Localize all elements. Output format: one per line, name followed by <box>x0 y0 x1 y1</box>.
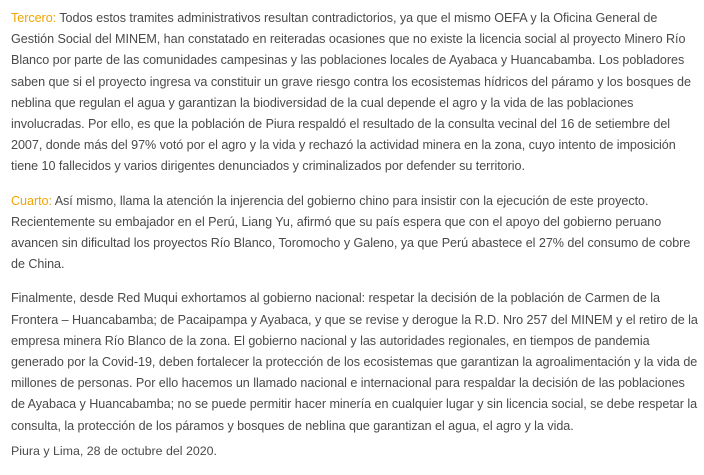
paragraph-lead-label: Tercero: <box>11 11 57 25</box>
paragraph-text: Todos estos tramites administrativos resultan contradictorios, ya que el mismo OEFA y la Oficina General de Gestión Social del MINEM, han constatado en reiteradas ocasiones que no existe la licencia social al proyecto Minero Río Blanco por parte de las comunidades campesinas y las poblaciones locales de Ayabaca y Huancabamba. Los pobladores saben que si el proyecto ingresa va constituir un grave riesgo contra los ecosistemas hídricos del páramo y los bosques de neblina que regulan el agua y garantizan la biodiversidad de la cual depende el agro y la vida de las poblaciones involucradas. Por ello, es que la población de Piura respaldó el resultado de la consulta vecinal del 16 de setiembre del 2007, donde más del 97% votó por el agro y la vida y rechazó la actividad minera en la zona, cuyo intento de imposición tiene 10 fallecidos y varios dirigentes denunciados y criminalizados por defender su territorio. <box>11 11 691 174</box>
paragraph-cuarto <box>11 191 699 276</box>
signoff-date-line: Piura y Lima, 28 de octubre del 2020. <box>11 444 217 458</box>
paragraph-lead-label: Cuarto: <box>11 193 52 208</box>
article-body <box>11 8 699 450</box>
paragraph-finalmente <box>11 288 699 436</box>
paragraph-text: Finalmente, desde Red Muqui exhortamos al gobierno nacional: respetar la decisión de la población de Carmen de la Frontera – Huancabamba; de Pacaipampa y Ayabaca, y que se revise y derogue la R.D. Nro 257 del MINEM y el retiro de la empresa minera Río Blanco de la zona. El gobierno nacional y las autoridades regionales, en tiempos de pandemia generado por la Covid-19, deben fortalecer la protección de los ecosistemas que garantizan la agroalimentación y la vida de millones de personas. Por ello hacemos un llamado nacional e internacional para respaldar la decisión de las poblaciones de Ayabaca y Huancabamba; no se puede permitir hacer minería en cualquier lugar y sin licencia social, se debe respetar la consulta, la protección de los páramos y bosques de neblina que garantizan el agua, el agro y la vida. <box>11 291 698 433</box>
paragraph-tercero <box>11 8 699 178</box>
paragraph-text: Así mismo, llama la atención la injerencia del gobierno chino para insistir con la ejecución de este proyecto. Recientemente su embajador en el Perú, Liang Yu, afirmó que su país espera que con el apoyo del gobierno peruano avancen sin dificultad los proyectos Río Blanco, Toromocho y Galeno, ya que Perú abastece el 27% del consumo de cobre de China. <box>11 193 691 272</box>
